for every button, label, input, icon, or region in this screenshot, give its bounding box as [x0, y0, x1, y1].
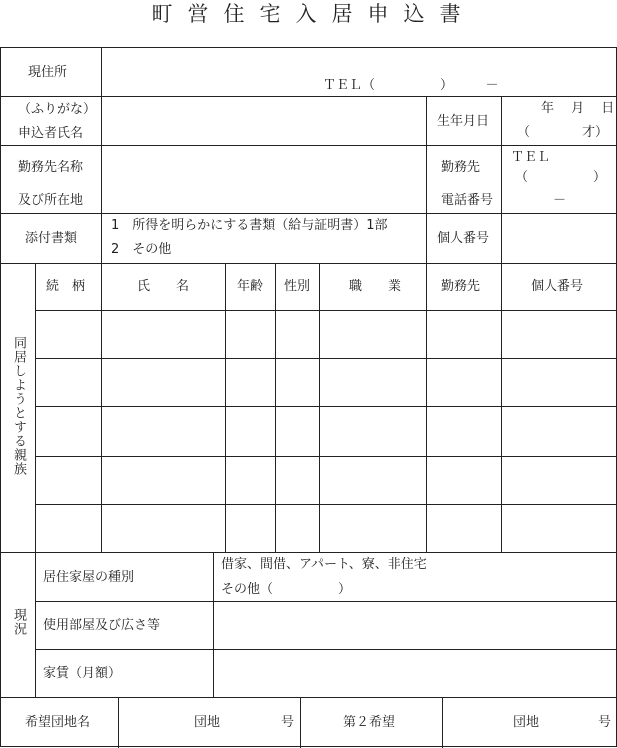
furigana-label: （ふりがな） [18, 102, 97, 117]
work-phone-label-2: 電話番号 [441, 193, 494, 208]
work-tel-paren: （ ） [515, 170, 607, 185]
housing-type-other: その他（ ） [221, 582, 352, 597]
family-header-age: 年齢 [237, 279, 264, 294]
attachments-label: 添付書類 [25, 231, 78, 246]
work-phone-label-1: 勤務先 [441, 160, 481, 175]
rent-label: 家賃（月額） [43, 666, 122, 681]
birth-date-label: 生年月日 [437, 114, 490, 129]
housing-type-label: 居住家屋の種別 [43, 570, 135, 585]
desired-complex-label: 希望団地名 [25, 715, 91, 730]
second-choice-label: 第２希望 [343, 715, 396, 730]
first-complex-number: 号 [281, 715, 295, 730]
attachment-item-2: 2 その他 [111, 242, 172, 257]
birth-date-field: 年 月 日 [541, 101, 615, 116]
application-form [0, 47, 617, 747]
applicant-name-label: 申込者氏名 [18, 126, 84, 141]
family-section-label: 同居しようとする親族 [11, 336, 26, 476]
family-header-name: 氏 名 [137, 279, 190, 294]
page-title: 町営住宅入居申込書 [151, 2, 476, 26]
work-tel-label: ＴＥＬ [511, 150, 551, 165]
attachment-item-1: 1 所得を明らかにする書類（給与証明書）1部 [111, 218, 388, 233]
housing-type-options: 借家、間借、アパート、寮、非住宅 [221, 557, 427, 572]
personal-number-label: 個人番号 [437, 231, 490, 246]
room-size-label: 使用部屋及び広さ等 [43, 618, 161, 633]
first-complex-unit: 団地 [194, 715, 221, 730]
family-header-sex: 性別 [284, 279, 311, 294]
second-complex-unit: 団地 [513, 715, 540, 730]
tel-line: ＴＥＬ（ ） － [323, 78, 499, 93]
address-label: 現住所 [28, 65, 68, 80]
family-header-relation: 続 柄 [46, 279, 86, 294]
current-status-label: 現況 [11, 608, 26, 636]
work-tel-dash: － [553, 193, 567, 208]
family-header-workplace: 勤務先 [441, 279, 481, 294]
family-header-occupation: 職 業 [349, 279, 402, 294]
age-field: （ 才） [517, 125, 609, 140]
workplace-label-1: 勤務先名称 [18, 160, 84, 175]
second-complex-number: 号 [598, 715, 612, 730]
workplace-label-2: 及び所在地 [18, 193, 84, 208]
family-header-personal-number: 個人番号 [531, 279, 584, 294]
